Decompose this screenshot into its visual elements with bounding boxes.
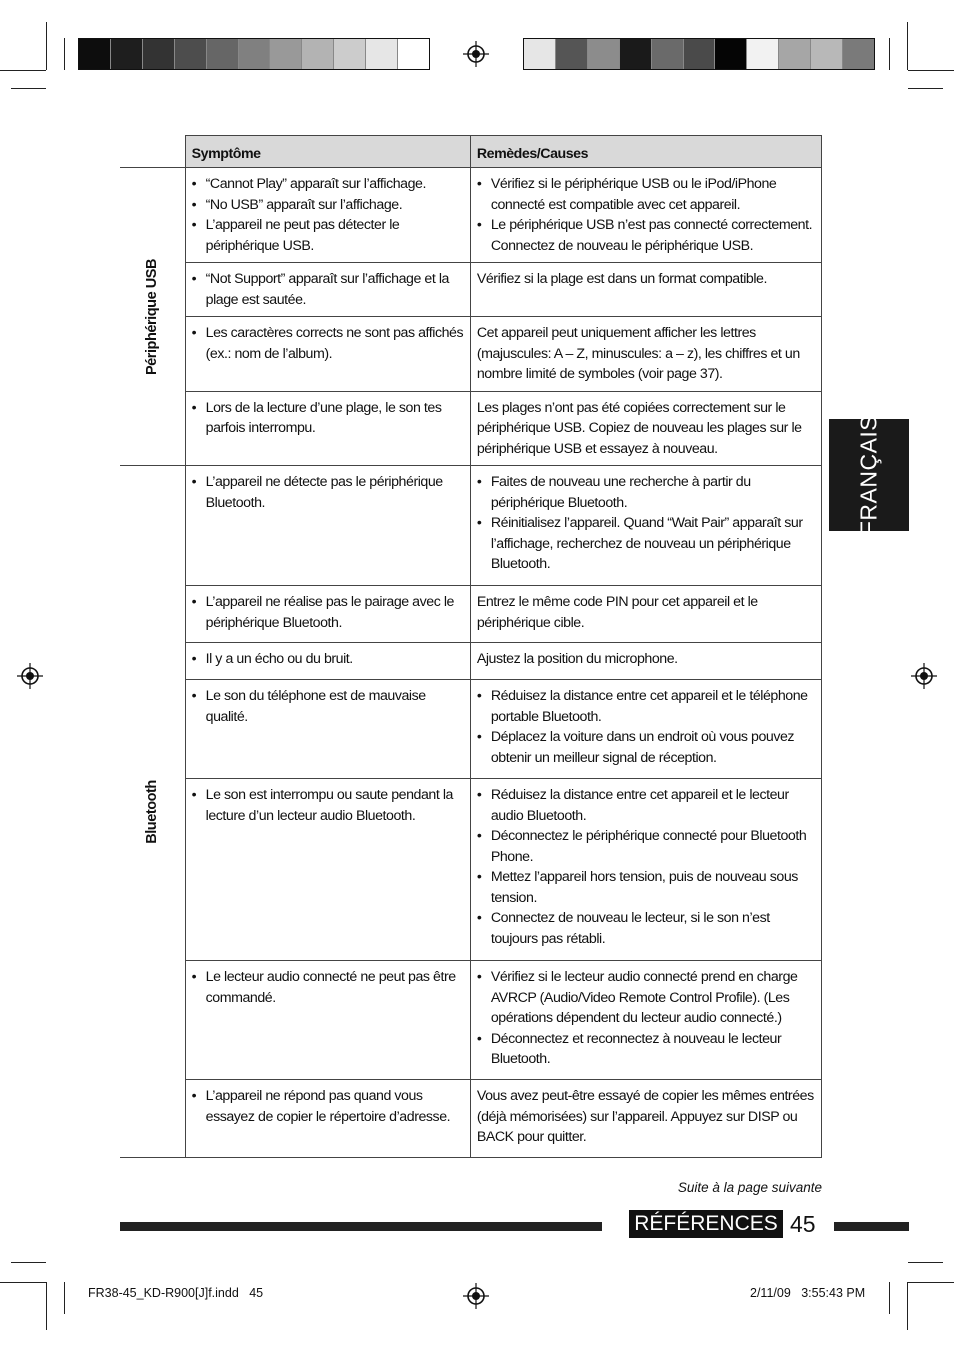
crop-mark bbox=[0, 1282, 46, 1283]
remedy-cell bbox=[470, 961, 821, 1080]
table-row bbox=[120, 643, 822, 680]
remedy-cell bbox=[470, 466, 821, 586]
language-tab-label: FRANÇAIS bbox=[855, 414, 882, 536]
symptom-list bbox=[192, 323, 464, 364]
remedy-cell bbox=[470, 779, 821, 961]
list-item: • Le lecteur audio connecté ne peut pas être commandé. bbox=[206, 967, 464, 1008]
color-swatch bbox=[811, 39, 843, 69]
crop-mark bbox=[889, 1282, 890, 1314]
color-calibration-bar-left bbox=[78, 38, 430, 70]
crop-mark bbox=[64, 1282, 65, 1314]
symptom-list bbox=[192, 686, 464, 727]
list-item: • Connectez de nouveau le lecteur, si le son n’est toujours pas rétabli. bbox=[491, 908, 815, 949]
table-header-row bbox=[120, 136, 822, 168]
table-row bbox=[120, 263, 822, 317]
remedy-list bbox=[477, 174, 815, 256]
remedy-cell bbox=[470, 168, 821, 263]
list-item: • Réduisez la distance entre cet appareil et le lecteur audio Bluetooth. bbox=[491, 785, 815, 826]
color-swatch bbox=[207, 39, 239, 69]
symptom-cell bbox=[185, 680, 470, 779]
table-row bbox=[120, 168, 822, 263]
color-swatch bbox=[779, 39, 811, 69]
color-swatch bbox=[524, 39, 556, 69]
list-item: • Mettez l’appareil hors tension, puis de nouveau sous tension. bbox=[491, 867, 815, 908]
color-swatch bbox=[334, 39, 366, 69]
continued-note: Suite à la page suivante bbox=[677, 1180, 822, 1195]
col-header-remedy: Remèdes/Causes bbox=[470, 136, 821, 168]
symptom-list bbox=[192, 785, 464, 826]
page-number: 45 bbox=[790, 1211, 816, 1237]
footer-rule-left bbox=[120, 1222, 602, 1231]
symptom-list bbox=[192, 1086, 464, 1127]
crop-mark bbox=[907, 1282, 908, 1330]
remedy-cell bbox=[470, 680, 821, 779]
color-swatch bbox=[684, 39, 716, 69]
list-item: • Il y a un écho ou du bruit. bbox=[206, 649, 464, 670]
registration-mark-icon bbox=[911, 663, 937, 689]
list-item: • Les caractères corrects ne sont pas affichés (ex.: nom de l’album). bbox=[206, 323, 464, 364]
table-row bbox=[120, 317, 822, 392]
remedy-text: Les plages n’ont pas été copiées correctement sur le périphérique USB. Copiez de nouveau les plages sur le périphérique USB et essayez à nouveau. bbox=[476, 399, 802, 457]
list-item: • L’appareil ne détecte pas le périphérique Bluetooth. bbox=[206, 472, 464, 513]
crop-mark bbox=[11, 1262, 46, 1263]
remedy-cell bbox=[470, 317, 821, 392]
section-label: RÉFÉRENCES bbox=[629, 1210, 783, 1238]
table-row bbox=[120, 680, 822, 779]
symptom-list bbox=[192, 269, 464, 310]
crop-mark bbox=[907, 22, 908, 70]
symptom-cell bbox=[185, 391, 470, 466]
list-item: • “Not Support” apparaît sur l’affichage et la plage est sautée. bbox=[206, 269, 464, 310]
list-item: • Réinitialisez l’appareil. Quand “Wait Pair” apparaît sur l’affichage, recherchez de nouveau un périphérique Bluetooth. bbox=[491, 513, 815, 575]
symptom-cell bbox=[185, 643, 470, 680]
troubleshooting-table bbox=[120, 135, 822, 1158]
remedy-cell bbox=[470, 391, 821, 466]
crop-mark bbox=[46, 22, 47, 70]
color-swatch bbox=[747, 39, 779, 69]
table-row bbox=[120, 779, 822, 961]
header-spacer bbox=[120, 136, 185, 168]
color-swatch bbox=[556, 39, 588, 69]
remedy-list bbox=[477, 686, 815, 768]
symptom-list bbox=[192, 967, 464, 1008]
color-swatch bbox=[239, 39, 271, 69]
list-item: • Vérifiez si le lecteur audio connecté prend en charge AVRCP (Audio/Video Remote Control Profile). (Les opérations dépendent du lecteur audio connecté.) bbox=[491, 967, 815, 1029]
remedy-cell bbox=[470, 586, 821, 643]
color-swatch bbox=[175, 39, 207, 69]
registration-mark-icon bbox=[463, 41, 489, 67]
symptom-cell bbox=[185, 586, 470, 643]
symptom-list bbox=[192, 174, 464, 256]
col-header-symptom: Symptôme bbox=[185, 136, 470, 168]
table-row bbox=[120, 391, 822, 466]
remedy-list bbox=[477, 472, 815, 575]
color-swatch bbox=[620, 39, 652, 69]
color-swatch bbox=[79, 39, 111, 69]
list-item: • L’appareil ne réalise pas le pairage avec le périphérique Bluetooth. bbox=[206, 592, 464, 633]
color-swatch bbox=[715, 39, 747, 69]
color-swatch bbox=[302, 39, 334, 69]
language-tab bbox=[829, 414, 909, 536]
symptom-cell bbox=[185, 317, 470, 392]
symptom-cell bbox=[185, 263, 470, 317]
crop-mark bbox=[908, 70, 954, 71]
list-item: • Faites de nouveau une recherche à partir du périphérique Bluetooth. bbox=[491, 472, 815, 513]
file-info: FR38-45_KD-R900[J]f.indd 45 bbox=[88, 1286, 264, 1300]
color-swatch bbox=[366, 39, 398, 69]
category-cell bbox=[120, 168, 185, 466]
table-row bbox=[120, 1080, 822, 1158]
category-cell bbox=[120, 466, 185, 1158]
remedy-text: Ajustez la position du microphone. bbox=[476, 651, 678, 667]
color-calibration-bar-right bbox=[523, 38, 875, 70]
color-swatch bbox=[398, 39, 429, 69]
list-item: • Le périphérique USB n’est pas connecté correctement. Connectez de nouveau le périphérique USB. bbox=[491, 215, 815, 256]
list-item: • Déconnectez et reconnectez à nouveau le lecteur Bluetooth. bbox=[491, 1029, 815, 1070]
remedy-cell bbox=[470, 1080, 821, 1158]
crop-mark bbox=[0, 70, 46, 71]
symptom-cell bbox=[185, 961, 470, 1080]
remedy-cell bbox=[470, 263, 821, 317]
category-label: Périphérique USB bbox=[144, 258, 161, 375]
symptom-cell bbox=[185, 168, 470, 263]
symptom-list bbox=[192, 398, 464, 439]
remedy-text: Vérifiez si la plage est dans un format compatible. bbox=[476, 271, 767, 287]
table-row bbox=[120, 586, 822, 643]
footer-rule-right bbox=[834, 1222, 909, 1231]
remedy-text: Cet appareil peut uniquement afficher les lettres (majuscules: A – Z, minuscules: a – z), les chiffres et un nombre limité de symboles (voir page 37). bbox=[476, 325, 800, 382]
symptom-list bbox=[192, 592, 464, 633]
crop-mark bbox=[64, 38, 65, 70]
list-item: • L’appareil ne répond pas quand vous essayez de copier le répertoire d’adresse. bbox=[206, 1086, 464, 1127]
crop-mark bbox=[908, 1262, 943, 1263]
remedy-text: Entrez le même code PIN pour cet appareil et le périphérique cible. bbox=[476, 594, 758, 631]
color-swatch bbox=[111, 39, 143, 69]
list-item: • Déplacez la voiture dans un endroit où vous pouvez obtenir un meilleur signal de réception. bbox=[491, 727, 815, 768]
list-item: • Vérifiez si le périphérique USB ou le iPod/iPhone connecté est compatible avec cet appareil. bbox=[491, 174, 815, 215]
color-swatch bbox=[143, 39, 175, 69]
symptom-list bbox=[192, 649, 464, 670]
list-item: • L’appareil ne peut pas détecter le périphérique USB. bbox=[206, 215, 464, 256]
color-swatch bbox=[588, 39, 620, 69]
print-timestamp: 2/11/09 3:55:43 PM bbox=[750, 1286, 866, 1300]
symptom-cell bbox=[185, 466, 470, 586]
table-body bbox=[120, 168, 822, 1158]
list-item: • “Cannot Play” apparaît sur l’affichage. bbox=[206, 174, 464, 195]
crop-mark bbox=[46, 1282, 47, 1330]
remedy-cell bbox=[470, 643, 821, 680]
remedy-list bbox=[477, 785, 815, 949]
list-item: • “No USB” apparaît sur l’affichage. bbox=[206, 195, 464, 216]
table-row bbox=[120, 466, 822, 586]
list-item: • Lors de la lecture d’une plage, le son tes parfois interrompu. bbox=[206, 398, 464, 439]
list-item: • Le son du téléphone est de mauvaise qualité. bbox=[206, 686, 464, 727]
symptom-cell bbox=[185, 1080, 470, 1158]
category-label: Bluetooth bbox=[144, 779, 161, 844]
registration-mark-icon bbox=[17, 663, 43, 689]
remedy-list bbox=[477, 967, 815, 1070]
symptom-cell bbox=[185, 779, 470, 961]
color-swatch bbox=[652, 39, 684, 69]
color-swatch bbox=[270, 39, 302, 69]
registration-mark-icon bbox=[463, 1283, 489, 1309]
symptom-list bbox=[192, 472, 464, 513]
list-item: • Réduisez la distance entre cet appareil et le téléphone portable Bluetooth. bbox=[491, 686, 815, 727]
table-row bbox=[120, 961, 822, 1080]
crop-mark bbox=[11, 88, 46, 89]
list-item: • Le son est interrompu ou saute pendant la lecture d’un lecteur audio Bluetooth. bbox=[206, 785, 464, 826]
remedy-text: Vous avez peut-être essayé de copier les mêmes entrées (déjà mémorisées) sur l’appareil. Appuyez sur DISP ou BACK pour quitter. bbox=[476, 1088, 814, 1145]
color-swatch bbox=[843, 39, 874, 69]
list-item: • Déconnectez le périphérique connecté pour Bluetooth Phone. bbox=[491, 826, 815, 867]
crop-mark bbox=[908, 1282, 954, 1283]
crop-mark bbox=[908, 88, 943, 89]
crop-mark bbox=[889, 38, 890, 70]
